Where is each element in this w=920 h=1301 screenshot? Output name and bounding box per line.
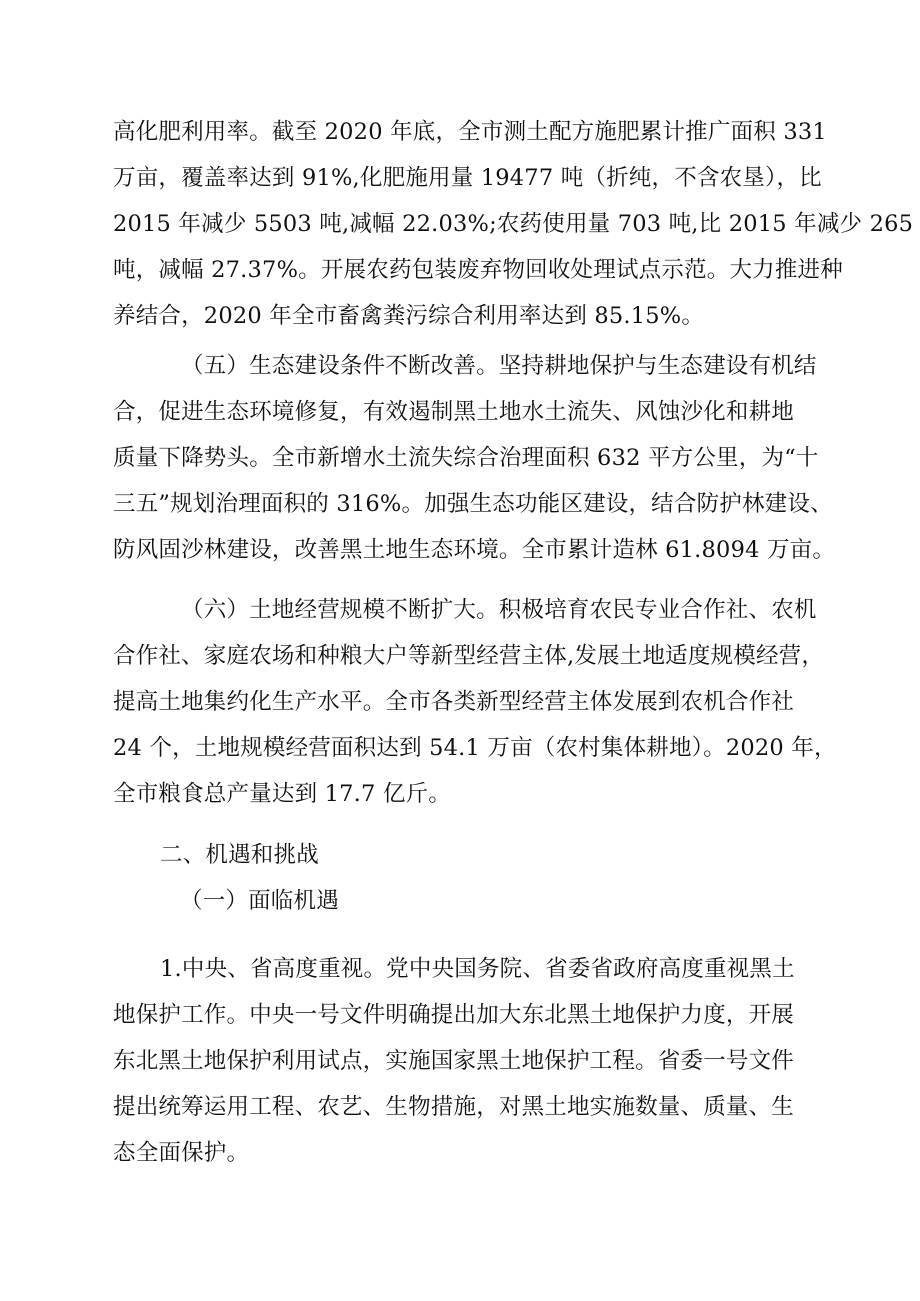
paragraph-land-scale [113, 587, 873, 817]
text-line: 质量下降势头。全市新增水土流失综合治理面积 632 平方公里，为“十 [113, 445, 819, 471]
text-line: 养结合，2020 年全市畜禽粪污综合利用率达到 85.15%。 [113, 303, 705, 329]
text-line: 2015 年减少 5503 吨,减幅 22.03%;农药使用量 703 吨,比 2015 年减少 265 [113, 211, 914, 237]
text-line: 全市粮食总产量达到 17.7 亿斤。 [113, 781, 452, 807]
text-line: 1.中央、省高度重视。党中央国务院、省委省政府高度重视黑土 [160, 956, 795, 982]
text-line: 东北黑土地保护利用试点，实施国家黑土地保护工程。省委一号文件 [113, 1048, 795, 1074]
text-line: 提高土地集约化生产水平。全市各类新型经营主体发展到农机合作社 [113, 689, 795, 715]
text-line: 合，促进生态环境修复，有效遏制黑土地水土流失、风蚀沙化和耕地 [113, 399, 795, 425]
text-line: 24 个，土地规模经营面积达到 54.1 万亩（农村集体耕地）。2020 年， [113, 735, 837, 761]
text-line: 防风固沙林建设，改善黑土地生态环境。全市累计造林 61.8094 万亩。 [113, 537, 836, 563]
section-heading: 二、机遇和挑战 [160, 842, 319, 868]
paragraph-central-attention [113, 946, 873, 1176]
text-line: 三五”规划治理面积的 316%。加强生态功能区建设，结合防护林建设、 [113, 491, 833, 517]
text-line: 提出统筹运用工程、农艺、生物措施，对黑土地实施数量、质量、生 [113, 1094, 795, 1120]
text-line: 吨，减幅 27.37%。开展农药包装废弃物回收处理试点示范。大力推进种 [113, 257, 843, 283]
paragraph-fertilizer-pesticide [113, 109, 914, 339]
text-line: 态全面保护。 [113, 1140, 250, 1166]
text-line: 万亩，覆盖率达到 91%,化肥施用量 19477 吨（折纯，不含农垦），比 [113, 165, 822, 191]
paragraph-ecological-construction [113, 343, 873, 573]
text-line: 地保护工作。中央一号文件明确提出加大东北黑土地保护力度，开展 [113, 1002, 795, 1028]
subsection-heading: （一）面临机遇 [180, 888, 339, 914]
text-line: （五）生态建设条件不断改善。坚持耕地保护与生态建设有机结 [181, 353, 817, 379]
text-line: 合作社、家庭农场和种粮大户等新型经营主体,发展土地适度规模经营， [113, 643, 825, 669]
text-line: （六）土地经营规模不断扩大。积极培育农民专业合作社、农机 [181, 597, 817, 623]
text-line: 高化肥利用率。截至 2020 年底，全市测土配方施肥累计推广面积 331 [113, 119, 827, 145]
